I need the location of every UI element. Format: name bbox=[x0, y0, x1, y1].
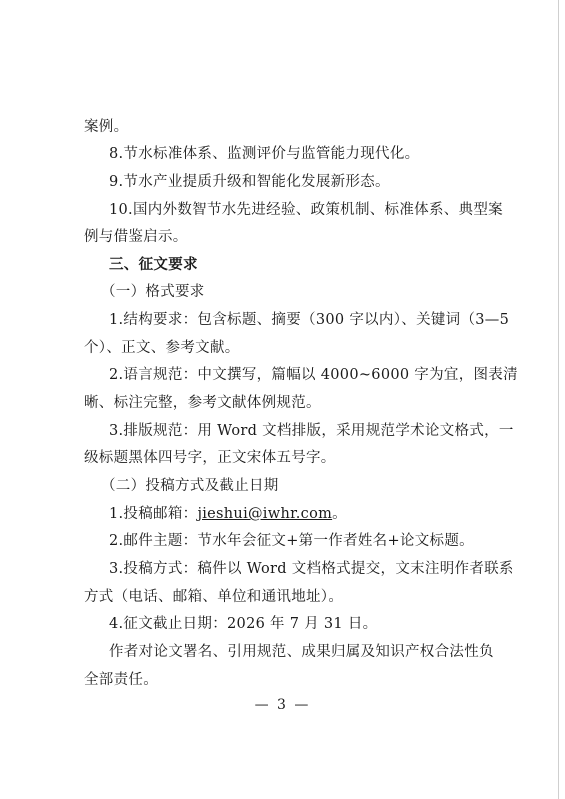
submission-email-line bbox=[109, 504, 347, 524]
text-line: 全部责任。 bbox=[84, 672, 158, 688]
text-line: 晰、标注完整，参考文献体例规范。 bbox=[84, 395, 321, 411]
text-line: 方式（电话、邮箱、单位和通讯地址）。 bbox=[84, 589, 344, 605]
responsibility-statement: 作者对论文署名、引用规范、成果归属及知识产权合法性负 bbox=[109, 644, 494, 660]
section-heading: 三、征文要求 bbox=[109, 257, 198, 273]
text-line: 个）、正文、参考文献。 bbox=[84, 340, 240, 356]
submission-email-label: 1.投稿邮箱： bbox=[109, 506, 198, 522]
punctuation: 。 bbox=[332, 506, 347, 522]
text-line: 级标题黑体四号字，正文宋体五号字。 bbox=[84, 450, 336, 466]
subsection-heading: （二）投稿方式及截止日期 bbox=[101, 478, 279, 494]
page-number: — 3 — bbox=[254, 697, 311, 713]
list-item-9: 9.节水产业提质升级和智能化发展新形态。 bbox=[109, 174, 390, 190]
page-edge-divider bbox=[558, 0, 559, 799]
requirement-layout: 3.排版规范：用 Word 文档排版，采用规范学术论文格式，一 bbox=[109, 423, 514, 439]
text-line: 案例。 bbox=[84, 119, 129, 135]
requirement-structure: 1.结构要求：包含标题、摘要（300 字以内）、关键词（3—5 bbox=[109, 312, 510, 328]
list-item-8: 8.节水标准体系、监测评价与监管能力现代化。 bbox=[109, 146, 420, 162]
submission-deadline: 4.征文截止日期：2026 年 7 月 31 日。 bbox=[109, 616, 378, 632]
requirement-language: 2.语言规范：中文撰写，篇幅以 4000~6000 字为宜，图表清 bbox=[109, 367, 518, 383]
subsection-heading: （一）格式要求 bbox=[101, 284, 205, 300]
submission-email-link[interactable]: jieshui@iwhr.com bbox=[197, 506, 333, 522]
text-line: 例与借鉴启示。 bbox=[84, 229, 188, 245]
submission-subject: 2.邮件主题：节水年会征文+第一作者姓名+论文标题。 bbox=[109, 533, 474, 549]
list-item-10: 10.国内外数智节水先进经验、政策机制、标准体系、典型案 bbox=[109, 202, 503, 218]
submission-method: 3.投稿方式：稿件以 Word 文档格式提交，文末注明作者联系 bbox=[109, 561, 514, 577]
